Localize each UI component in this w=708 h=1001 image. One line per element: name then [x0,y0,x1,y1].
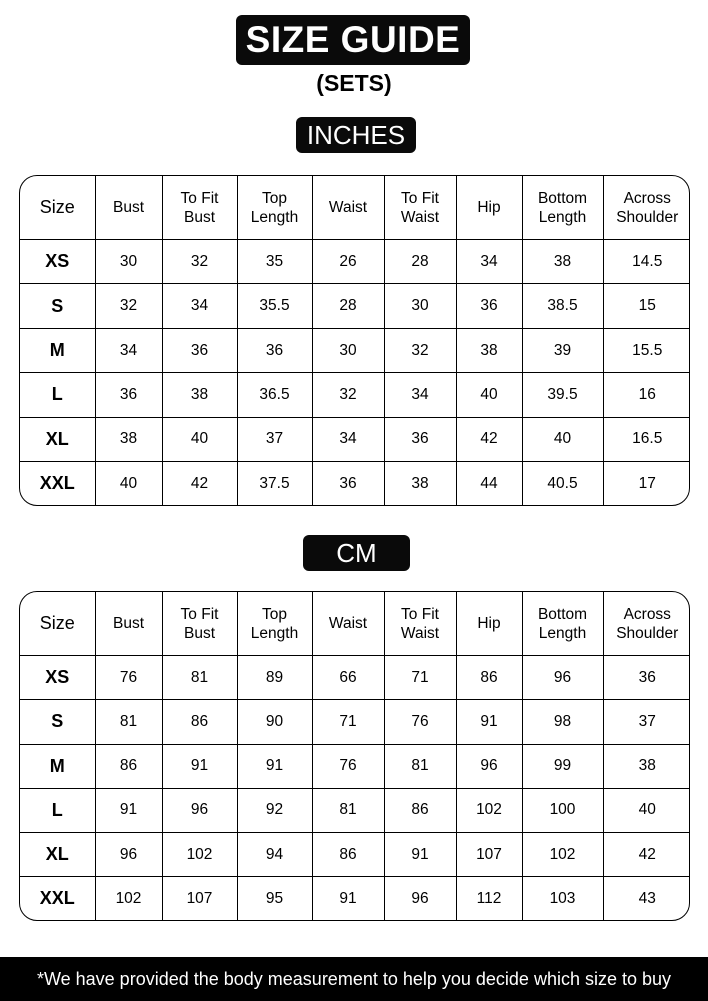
inches-size-table [19,175,690,506]
measurement-cell: 40 [603,788,690,832]
column-header [522,592,603,656]
measurement-cell: 38 [95,417,162,461]
measurement-cell: 42 [456,417,522,461]
column-header-line: Waist [328,615,368,632]
measurement-cell: 96 [95,833,162,877]
measurement-cell: 91 [312,877,384,920]
measurement-cell: 36 [162,328,237,372]
measurement-cell: 86 [384,788,456,832]
column-header-line: Bottom [537,605,588,623]
page-subtitle: (SETS) [316,70,392,96]
measurement-cell: 30 [384,284,456,328]
column-header-line: To Fit [401,605,439,623]
measurement-cell: 34 [95,328,162,372]
column-header-line: Hip [477,199,501,216]
measurement-cell: 38.5 [522,284,603,328]
measurement-cell: 91 [384,833,456,877]
measurement-cell: 17 [638,474,656,492]
measurement-cell: 32 [384,328,456,372]
measurement-cell: 81 [312,788,384,832]
measurement-cell: 38 [456,328,522,372]
measurement-cell: 34 [384,373,456,417]
inches-section-label: INCHES [296,117,416,153]
size-label-cell: XXL [20,462,95,505]
column-header-line: Shoulder [616,624,679,642]
measurement-cell: 34 [162,284,237,328]
column-header [95,592,162,656]
measurement-cell: 39 [522,328,603,372]
measurement-cell: 14.5 [603,240,690,284]
column-header-line: Bust [112,615,144,632]
measurement-cell: 91 [237,744,312,788]
measurement-cell: 99 [522,744,603,788]
measurement-cell: 71 [312,700,384,744]
column-header [162,592,237,656]
table-row [20,284,690,328]
size-label-cell: XS [20,656,95,700]
measurement-cell: 81 [384,744,456,788]
table-row [20,788,690,832]
table-row [20,373,690,417]
page-title: SIZE GUIDE [236,15,470,65]
measurement-cell: 95 [237,877,312,920]
column-header [384,176,456,240]
measurement-cell: 38 [384,462,456,505]
column-header-line: Bust [112,199,144,216]
column-header [603,592,690,656]
measurement-cell: 112 [456,877,522,920]
measurement-cell: 16.5 [603,417,690,461]
table-header-row [20,592,690,656]
measurement-cell: 38 [603,744,690,788]
measurement-cell: 36 [603,656,690,700]
measurement-cell: 28 [384,240,456,284]
measurement-cell: 107 [162,877,237,920]
size-label-cell: XXL [20,877,95,920]
cm-section-label: CM [303,535,410,571]
measurement-cell: 98 [522,700,603,744]
measurement-cell: 89 [237,656,312,700]
measurement-cell: 42 [603,833,690,877]
column-header-line: Waist [400,208,440,226]
measurement-cell: 28 [312,284,384,328]
size-label-cell: S [20,284,95,328]
column-header-line: Bust [183,208,215,226]
measurement-cell: 36.5 [237,373,312,417]
column-header [312,176,384,240]
table-row [20,877,690,920]
measurement-cell: 66 [312,656,384,700]
measurement-cell: 86 [456,656,522,700]
column-header-line: Length [538,208,587,226]
measurement-cell: 96 [162,788,237,832]
measurement-cell: 102 [162,833,237,877]
measurement-cell: 94 [237,833,312,877]
size-label-cell: M [20,744,95,788]
measurement-cell: 86 [312,833,384,877]
measurement-cell: 42 [162,462,237,505]
table-row [20,656,690,700]
column-header [456,176,522,240]
table-row [20,833,690,877]
column-header-line: To Fit [401,189,439,207]
measurement-cell: 40 [456,373,522,417]
measurement-cell: 37.5 [237,462,312,505]
measurement-cell: 96 [384,877,456,920]
column-header [237,176,312,240]
table-row [20,744,690,788]
column-header-line: Size [39,197,75,217]
measurement-cell: 32 [162,240,237,284]
measurement-cell: 86 [162,700,237,744]
column-header-line: Waist [328,199,368,216]
footer-note: *We have provided the body measurement to help you decide which size to buy [0,957,708,1001]
measurement-cell: 35.5 [237,284,312,328]
table-row [20,328,690,372]
column-header-line: Top [262,605,287,623]
column-header [20,592,95,656]
size-label-cell: L [20,788,95,832]
measurement-cell: 102 [456,788,522,832]
size-label-cell: XL [20,833,95,877]
measurement-cell: 96 [456,744,522,788]
column-header-line: Across [623,189,671,207]
measurement-cell: 92 [237,788,312,832]
measurement-cell: 102 [95,877,162,920]
table-row [20,462,690,505]
measurement-cell: 36 [237,328,312,372]
column-header-line: Across [623,605,671,623]
column-header [20,176,95,240]
measurement-cell: 26 [312,240,384,284]
measurement-cell: 36 [312,462,384,505]
column-header-line: Length [538,624,587,642]
column-header-line: Shoulder [616,208,679,226]
measurement-cell: 36 [384,417,456,461]
column-header-line: Bottom [537,189,588,207]
measurement-cell: 86 [95,744,162,788]
column-header [237,592,312,656]
measurement-cell: 32 [95,284,162,328]
column-header-line: Length [250,208,299,226]
measurement-cell: 71 [384,656,456,700]
inches-table [20,176,690,505]
measurement-cell: 76 [312,744,384,788]
column-header [522,176,603,240]
measurement-cell: 76 [95,656,162,700]
table-row [20,240,690,284]
measurement-cell: 40 [162,417,237,461]
measurement-cell: 16 [603,373,690,417]
measurement-cell: 38 [162,373,237,417]
column-header [162,176,237,240]
measurement-cell: 32 [312,373,384,417]
column-header-line: Bust [183,624,215,642]
measurement-cell: 76 [384,700,456,744]
measurement-cell: 40.5 [522,462,603,505]
measurement-cell: 39.5 [522,373,603,417]
size-label-cell: XL [20,417,95,461]
measurement-cell: 37 [603,700,690,744]
table-header-row [20,176,690,240]
measurement-cell: 15.5 [603,328,690,372]
column-header-line: Top [262,189,287,207]
measurement-cell: 36 [95,373,162,417]
measurement-cell: 44 [456,462,522,505]
measurement-cell: 100 [522,788,603,832]
size-label-cell: XS [20,240,95,284]
column-header [312,592,384,656]
size-label-cell: M [20,328,95,372]
measurement-cell: 81 [95,700,162,744]
column-header [456,592,522,656]
cm-size-table [19,591,690,921]
column-header [603,176,690,240]
column-header-line: Hip [477,615,501,632]
measurement-cell: 38 [522,240,603,284]
measurement-cell: 91 [456,700,522,744]
column-header-line: Size [39,613,75,633]
measurement-cell: 37 [237,417,312,461]
table-row [20,417,690,461]
measurement-cell: 40 [522,417,603,461]
column-header [95,176,162,240]
measurement-cell: 35 [237,240,312,284]
measurement-cell: 81 [162,656,237,700]
measurement-cell: 15 [603,284,690,328]
column-header-line: To Fit [180,605,219,623]
measurement-cell: 34 [456,240,522,284]
measurement-cell: 107 [456,833,522,877]
measurement-cell: 40 [95,462,162,505]
measurement-cell: 102 [522,833,603,877]
column-header [384,592,456,656]
column-header-line: To Fit [180,189,219,207]
measurement-cell: 90 [237,700,312,744]
measurement-cell: 36 [456,284,522,328]
size-label-cell: L [20,373,95,417]
cm-table [20,592,690,920]
measurement-cell: 96 [522,656,603,700]
measurement-cell: 91 [162,744,237,788]
measurement-cell: 30 [312,328,384,372]
table-row [20,700,690,744]
measurement-cell: 91 [95,788,162,832]
measurement-cell: 30 [95,240,162,284]
column-header-line: Length [250,624,299,642]
measurement-cell: 43 [638,889,656,907]
size-label-cell: S [20,700,95,744]
measurement-cell: 103 [522,877,603,920]
column-header-line: Waist [400,624,440,642]
measurement-cell: 34 [312,417,384,461]
